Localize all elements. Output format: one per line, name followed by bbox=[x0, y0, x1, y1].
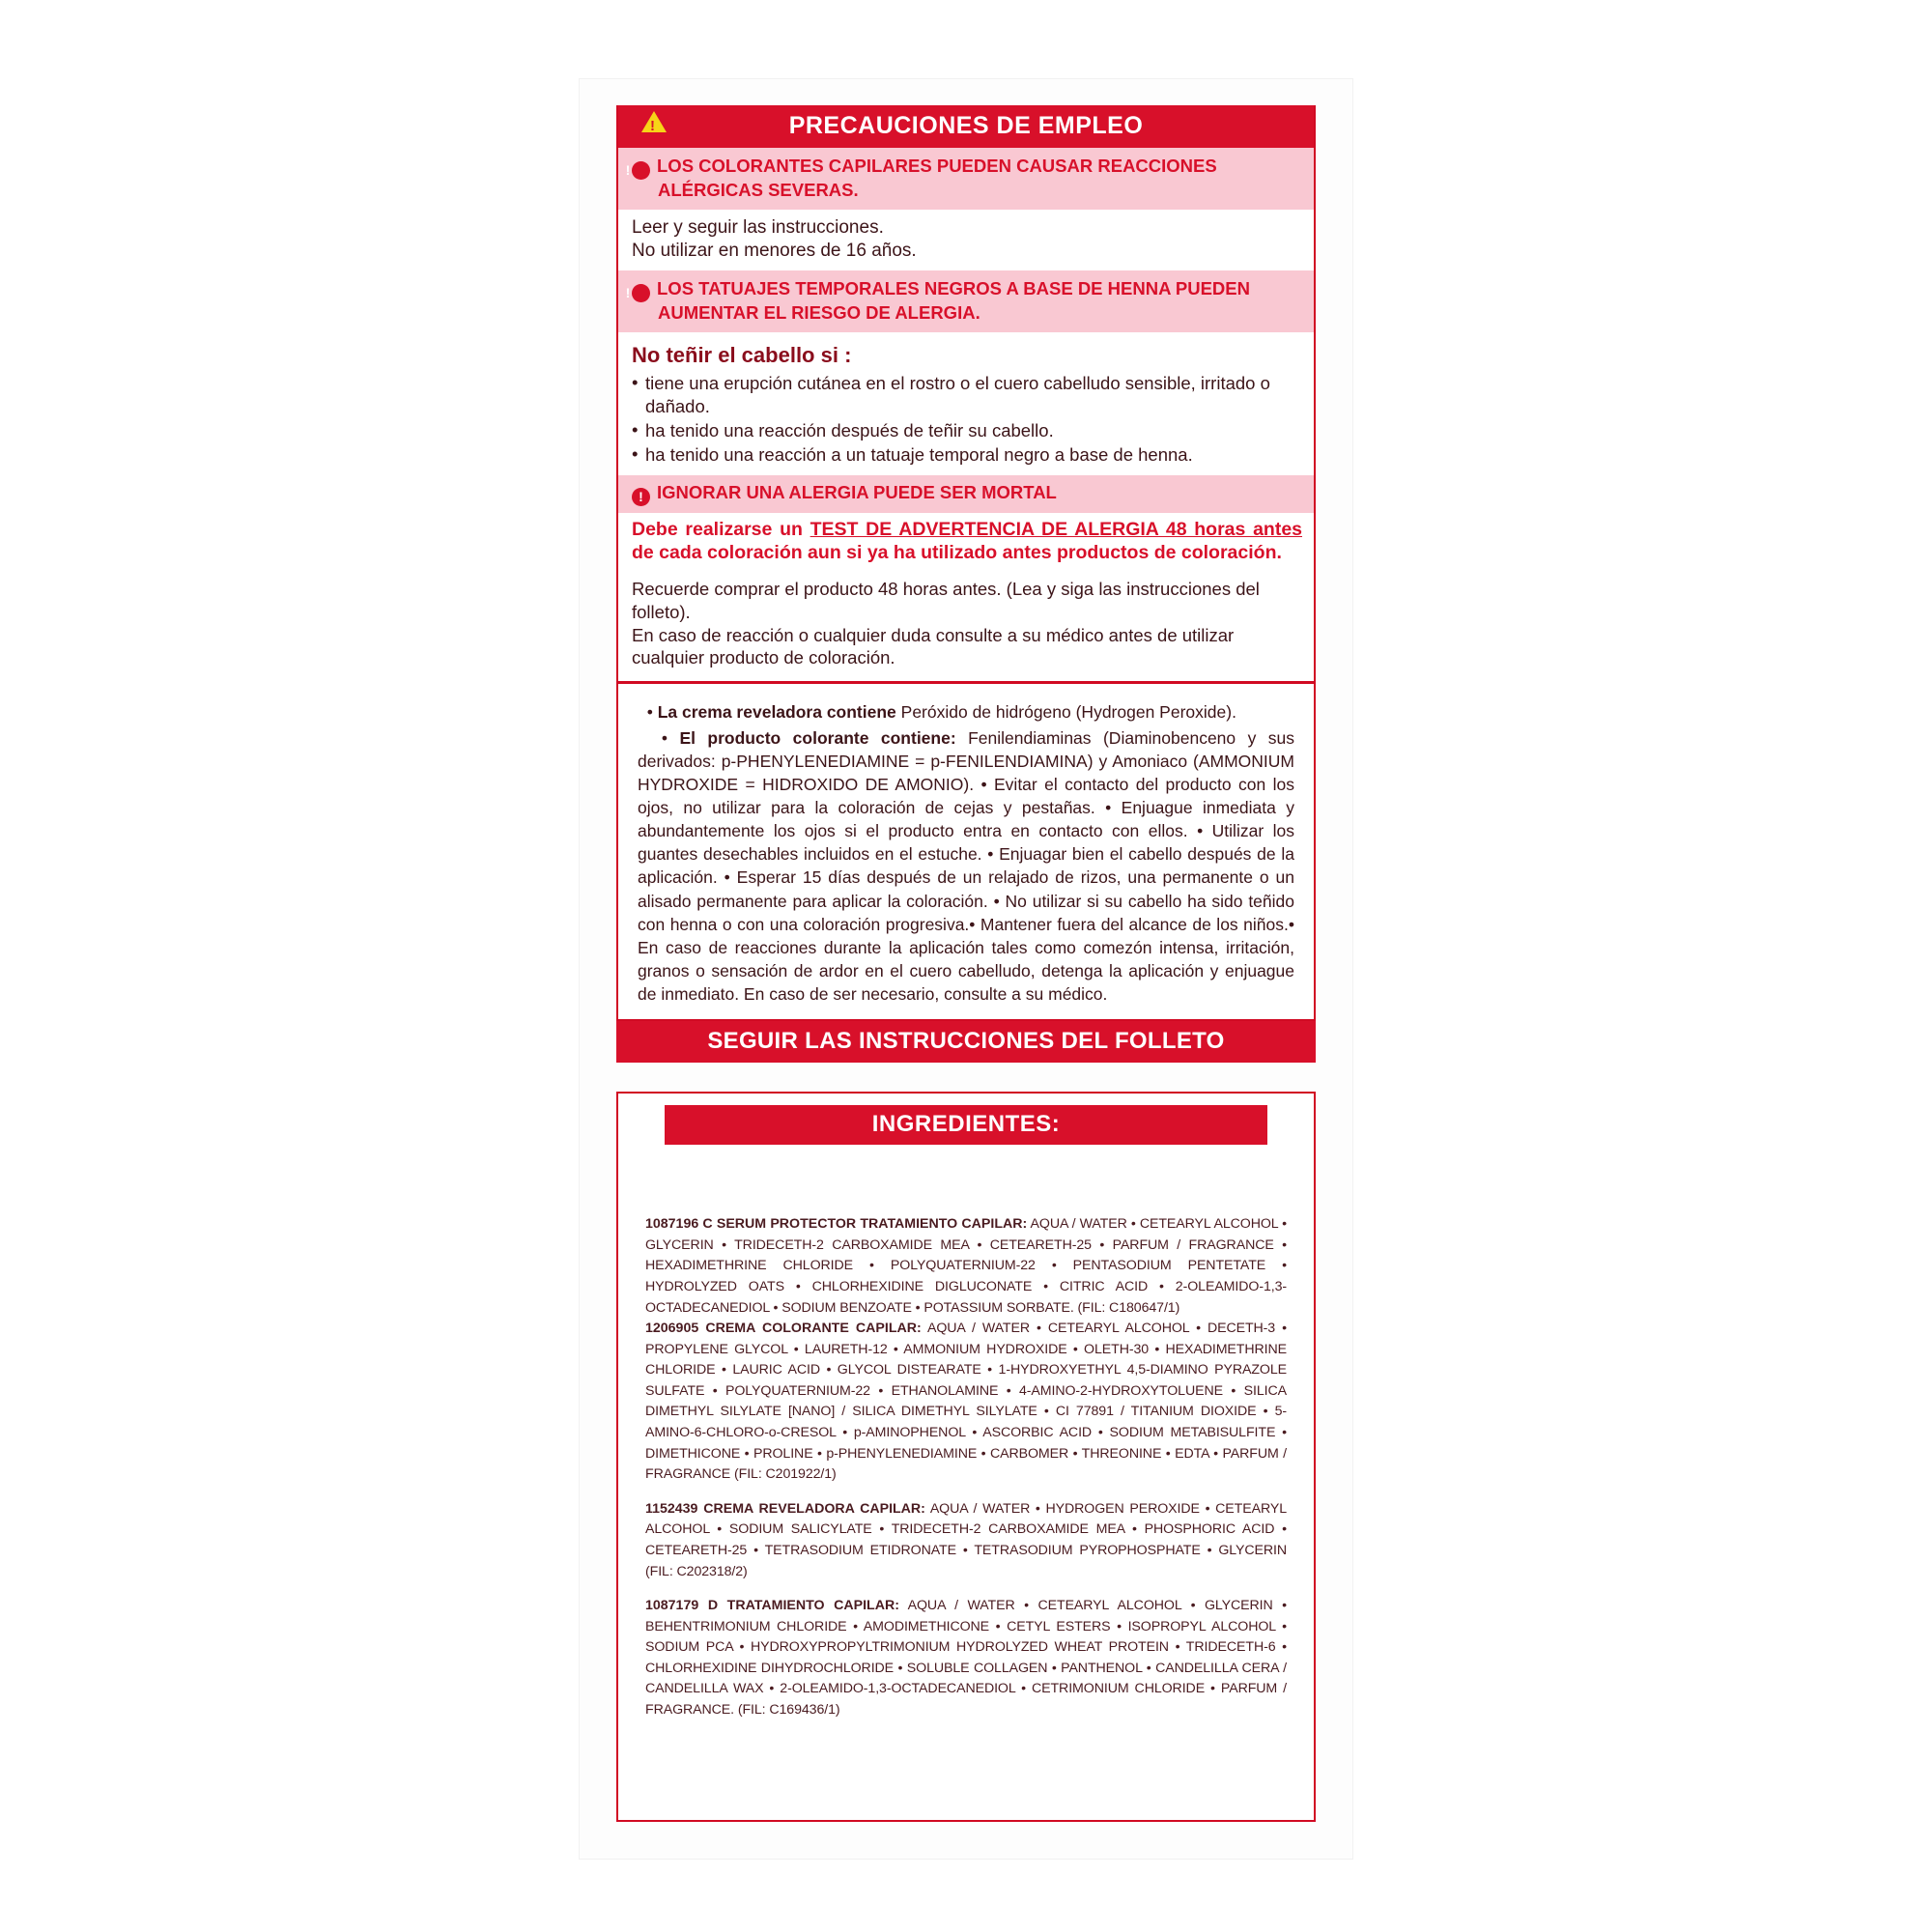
allergy-test-pre: Debe realizarse un bbox=[632, 519, 810, 541]
ingredient-list: AQUA / WATER • CETEARYL ALCOHOL • GLYCERIN • TRIDECETH-2 CARBOXAMIDE MEA • CETEARETH-25 • PARFUM / FRAGRANCE • HEXADIMETHRINE CHLORIDE • POLYQUATERNIUM-22 • PENTASODIUM PENTETATE • HYDROLYZED OATS • CHLORHEXIDINE DIGLUCONATE • CITRIC ACID • 2-OLEAMIDO-1,3-OCTADECANEDIOL • SODIUM BENZOATE • POTASSIUM SORBATE. (FIL: C180647/1) bbox=[645, 1216, 1288, 1316]
exclamation-icon: ! bbox=[632, 488, 650, 506]
henna-tattoo-alert bbox=[618, 270, 1314, 332]
mortal-alert-text: ! IGNORAR UNA ALERGIA PUEDE SER MORTAL bbox=[632, 482, 1057, 502]
precautions-header bbox=[618, 105, 1314, 148]
list-item: • ha tenido una reacción a un tatuaje temporal negro a base de henna. bbox=[632, 443, 1302, 467]
exclamation-icon: ! bbox=[632, 161, 650, 180]
do-not-dye-subhead: No teñir el cabello si : bbox=[632, 343, 852, 368]
ingredient-list: AQUA / WATER • HYDROGEN PEROXIDE • CETEARYL ALCOHOL • SODIUM SALICYLATE • TRIDECETH-2 CARBOXAMIDE MEA • PHOSPHORIC ACID • CETEARETH-25 • TETRASODIUM ETIDRONATE • TETRASODIUM PYROPHOSPHATE • GLYCERIN (FIL: C202318/2) bbox=[645, 1500, 1287, 1579]
ingredient-block bbox=[645, 1499, 1287, 1582]
ingredients-section bbox=[616, 1092, 1316, 1822]
ingredient-block bbox=[645, 1214, 1287, 1319]
list-item: • ha tenido una reacción después de teñir su cabello. bbox=[632, 419, 1302, 442]
ingredient-block bbox=[645, 1596, 1287, 1720]
ingredient-list: AQUA / WATER • CETEARYL ALCOHOL • GLYCERIN • BEHENTRIMONIUM CHLORIDE • AMODIMETHICONE • CETYL ESTERS • ISOPROPYL ALCOHOL • SODIUM PCA • HYDROXYPROPYLTRIMONIUM HYDROLYZED WHEAT PROTEIN • TRIDECETH-6 • CHLORHEXIDINE DIHYDROCHLORIDE • SOLUBLE COLLAGEN • PANTHENOL • CANDELILLA CERA / CANDELILLA WAX • 2-OLEAMIDO-1,3-OCTADECANEDIOL • CETRIMONIUM CHLORIDE • PARFUM / FRAGRANCE. (FIL: C169436/1) bbox=[645, 1598, 1287, 1718]
allergy-test-post: de cada coloración aun si ya ha utilizado antes productos de coloración. bbox=[632, 541, 1282, 563]
composition-section bbox=[616, 683, 1316, 1021]
precautions-section bbox=[616, 105, 1316, 683]
henna-tattoo-alert-text: ! LOS TATUAJES TEMPORALES NEGROS A BASE DE HENNA PUEDEN AUMENTAR EL RIESGO DE ALERGIA. bbox=[625, 278, 1250, 324]
read-instructions-block bbox=[618, 210, 1314, 271]
label-content bbox=[616, 105, 1316, 1822]
ingredients-body bbox=[618, 1145, 1314, 1720]
developer-cream-label: La crema reveladora contiene bbox=[657, 701, 896, 722]
ingredients-header: INGREDIENTES: bbox=[665, 1105, 1267, 1145]
colorant-product-text: Fenilendiaminas (Diaminobenceno y sus derivados: p-PHENYLENEDIAMINE = p-FENILENDIAMINA) y Amoniaco (AMMONIUM HYDROXIDE = HIDROXIDO DE AMONIO). • Evitar el contacto del producto con los ojos, no utilizar para la coloración de cejas y pestañas. • Enjuague inmediata y abundantemente los ojos si el producto entra en contacto con ellos. • Utilizar los guantes desechables incluidos en el estuche. • Enjuagar bien el cabello después de la aplicación. • Esperar 15 días después de un relajado de rizos, una permanente o un alisado permanente para aplicar la coloración. • No utilizar si su cabello ha sido teñido con henna o con una coloración progresiva.• Mantener fuera del alcance de los niños.• En caso de reacciones durante la aplicación tales como comezón intensa, irritación, granos o sensación de ardor en el cuero cabelludo, detenga la aplicación y enjuague de inmediato. En caso de ser necesario, consulte a su médico. bbox=[638, 727, 1294, 1005]
ingredient-code-name: 1152439 CREMA REVELADORA CAPILAR: bbox=[645, 1500, 925, 1517]
colorant-product-label: El producto colorante contiene: bbox=[679, 727, 956, 748]
do-not-dye-block bbox=[618, 332, 1314, 475]
precautions-header-label: PRECAUCIONES DE EMPLEO bbox=[788, 112, 1144, 139]
reminder-doctor-line: En caso de reacción o cualquier duda consulte a su médico antes de utilizar cualquier producto de coloración. bbox=[632, 624, 1235, 668]
mortal-alert bbox=[618, 475, 1314, 513]
colorant-product-paragraph: • El producto colorante contiene: Fenilendiaminas (Diaminobenceno y sus derivados: p-PHENYLENEDIAMINE = p-FENILENDIAMINA) y Amoniaco (AMMONIUM HYDROXIDE = HIDROXIDO DE AMONIO). • Evitar el contacto del producto con los ojos, no utilizar para la coloración de cejas y pestañas. • Enjuague inmediata y abundantemente los ojos si el producto entra en contacto con ellos. • Utilizar los guantes desechables incluidos en el estuche. • Enjuagar bien el cabello después de la aplicación. • Esperar 15 días después de un relajado de rizos, una permanente o un alisado permanente para aplicar la coloración. • No utilizar si su cabello ha sido teñido con henna o con una coloración progresiva.• Mantener fuera del alcance de los niños.• En caso de reacciones durante la aplicación tales como comezón intensa, irritación, granos o sensación de ardor en el cuero cabelludo, detenga la aplicación y enjuague de inmediato. En caso de ser necesario, consulte a su médico. bbox=[638, 727, 1294, 1005]
exclamation-icon: ! bbox=[632, 284, 650, 302]
ingredient-code-name: 1087179 D TRATAMIENTO CAPILAR: bbox=[645, 1598, 899, 1614]
developer-cream-line: • La crema reveladora contiene Peróxido de hidrógeno (Hydrogen Peroxide). bbox=[638, 701, 1236, 722]
allergy-alert-1-text: ! LOS COLORANTES CAPILARES PUEDEN CAUSAR REACCIONES ALÉRGICAS SEVERAS. bbox=[625, 156, 1217, 200]
list-item: • tiene una erupción cutánea en el rostro o el cuero cabelludo sensible, irritado o dañado. bbox=[632, 372, 1302, 418]
warning-triangle-exclamation: ! bbox=[650, 118, 656, 134]
allergy-alert-1 bbox=[618, 148, 1314, 210]
read-instructions-line: Leer y seguir las instrucciones. bbox=[632, 216, 884, 238]
age-limit-line: No utilizar en menores de 16 años. bbox=[632, 241, 917, 262]
ingredient-block bbox=[645, 1319, 1287, 1486]
allergy-test-block bbox=[618, 513, 1314, 572]
follow-leaflet-bar: SEGUIR LAS INSTRUCCIONES DEL FOLLETO bbox=[616, 1021, 1316, 1063]
allergy-test-underline: TEST DE ADVERTENCIA DE ALERGIA 48 horas antes bbox=[810, 519, 1303, 541]
ingredient-code-name: 1206905 CREMA COLORANTE CAPILAR: bbox=[645, 1321, 922, 1337]
reminder-block bbox=[618, 572, 1314, 681]
do-not-dye-list bbox=[632, 372, 1302, 467]
developer-cream-text: Peróxido de hidrógeno (Hydrogen Peroxide). bbox=[895, 701, 1236, 722]
ingredient-list: AQUA / WATER • CETEARYL ALCOHOL • DECETH-3 • PROPYLENE GLYCOL • LAURETH-12 • AMMONIUM HYDROXIDE • OLETH-30 • HEXADIMETHRINE CHLORIDE • LAURIC ACID • GLYCOL DISTEARATE • 1-HYDROXYETHYL 4,5-DIAMINO PYRAZOLE SULFATE • POLYQUATERNIUM-22 • ETHANOLAMINE • 4-AMINO-2-HYDROXYTOLUENE • SILICA DIMETHYL SILYLATE [NANO] / SILICA DIMETHYL SILYLATE • CI 77891 / TITANIUM DIOXIDE • 5-AMINO-6-CHLORO-o-CRESOL • p-AMINOPHENOL • ASCORBIC ACID • SODIUM METABISULFITE • DIMETHICONE • PROLINE • p-PHENYLENEDIAMINE • CARBOMER • THREONINE • EDTA • PARFUM / FRAGRANCE (FIL: C201922/1) bbox=[645, 1321, 1287, 1483]
ingredient-code-name: 1087196 C SERUM PROTECTOR TRATAMIENTO CAPILAR: bbox=[645, 1216, 1028, 1233]
product-label-panel bbox=[580, 79, 1352, 1859]
reminder-buy-line: Recuerde comprar el producto 48 horas antes. (Lea y siga las instrucciones del folleto). bbox=[632, 579, 1260, 622]
